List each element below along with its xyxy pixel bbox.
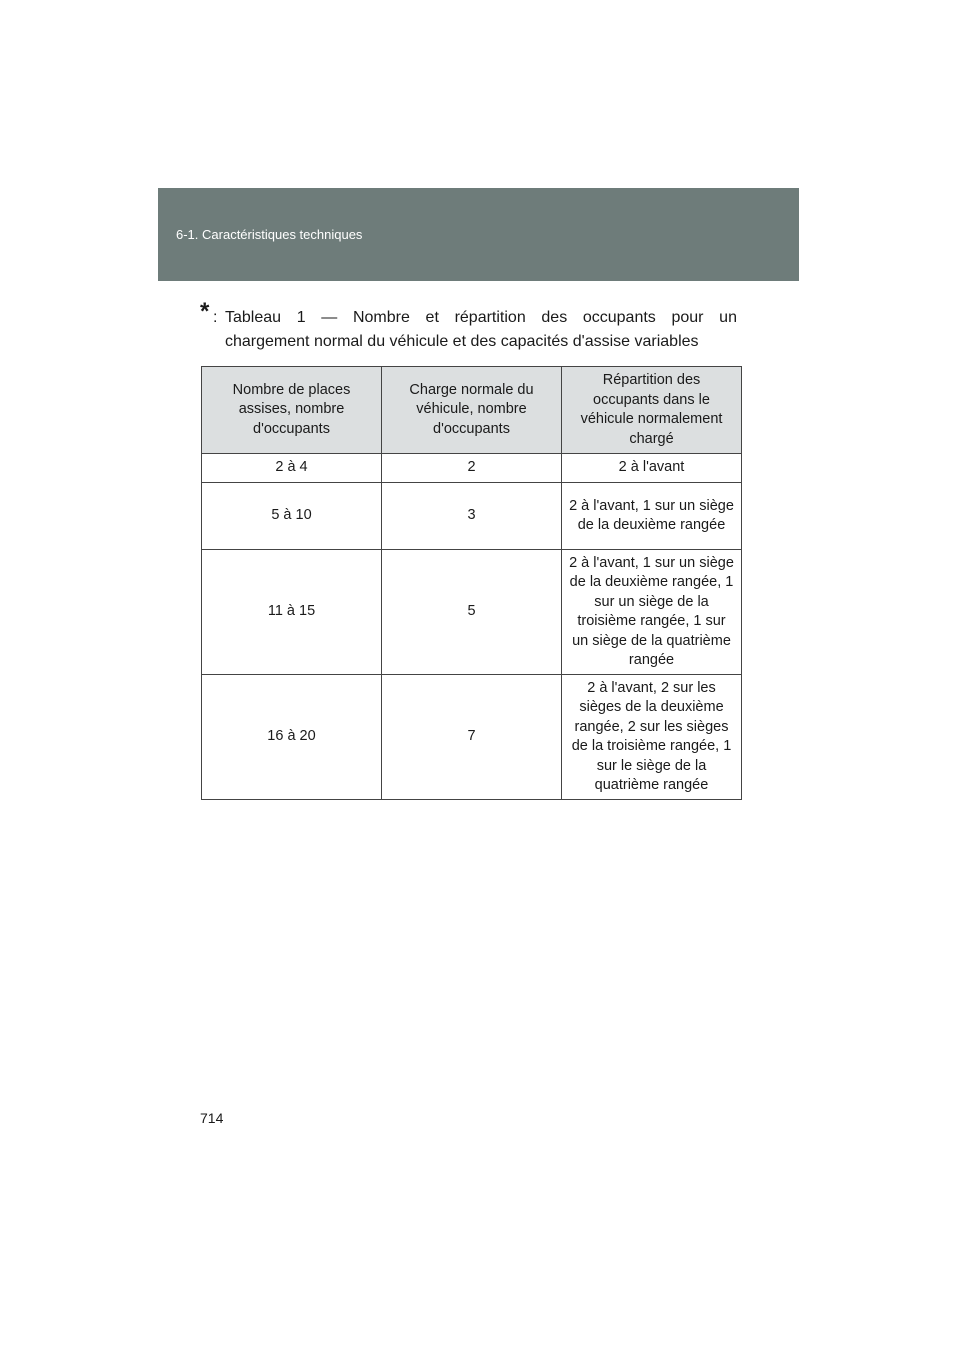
header-seating-capacity: Nombre de places assises, nombre d'occupants [202,367,382,454]
table-row [202,675,742,800]
footnote-colon: : [213,309,218,326]
caption-line-1: Tableau 1 — Nombre et répartition des occupants pour un [225,309,737,326]
cell-load: 7 [382,675,562,800]
cell-load: 3 [382,483,562,550]
table-row [202,550,742,675]
table-row [202,454,742,483]
section-header-bar [158,188,799,281]
cell-distribution: 2 à l'avant, 2 sur les sièges de la deuxième rangée, 2 sur les sièges de la troisième rangée, 1 sur le siège de la quatrième rangée [562,675,742,800]
cell-seating: 5 à 10 [202,483,382,550]
cell-distribution: 2 à l'avant, 1 sur un siège de la deuxième rangée, 1 sur un siège de la troisième rangée, 1 sur un siège de la quatrième rangée [562,550,742,675]
cell-seating: 2 à 4 [202,454,382,483]
cell-load: 5 [382,550,562,675]
header-normal-load: Charge normale du véhicule, nombre d'occupants [382,367,562,454]
cell-seating: 11 à 15 [202,550,382,675]
occupant-distribution-table [201,366,742,800]
footnote-marker: * [200,298,210,325]
cell-seating: 16 à 20 [202,675,382,800]
cell-load: 2 [382,454,562,483]
table-header-row [202,367,742,454]
page-number: 714 [200,1110,224,1126]
cell-distribution: 2 à l'avant, 1 sur un siège de la deuxième rangée [562,483,742,550]
header-occupant-distribution: Répartition des occupants dans le véhicule normalement chargé [562,367,742,454]
table-row [202,483,742,550]
section-title: 6-1. Caractéristiques techniques [176,227,363,242]
caption-line-2: chargement normal du véhicule et des capacités d'assise variables [225,333,699,350]
cell-distribution: 2 à l'avant [562,454,742,483]
